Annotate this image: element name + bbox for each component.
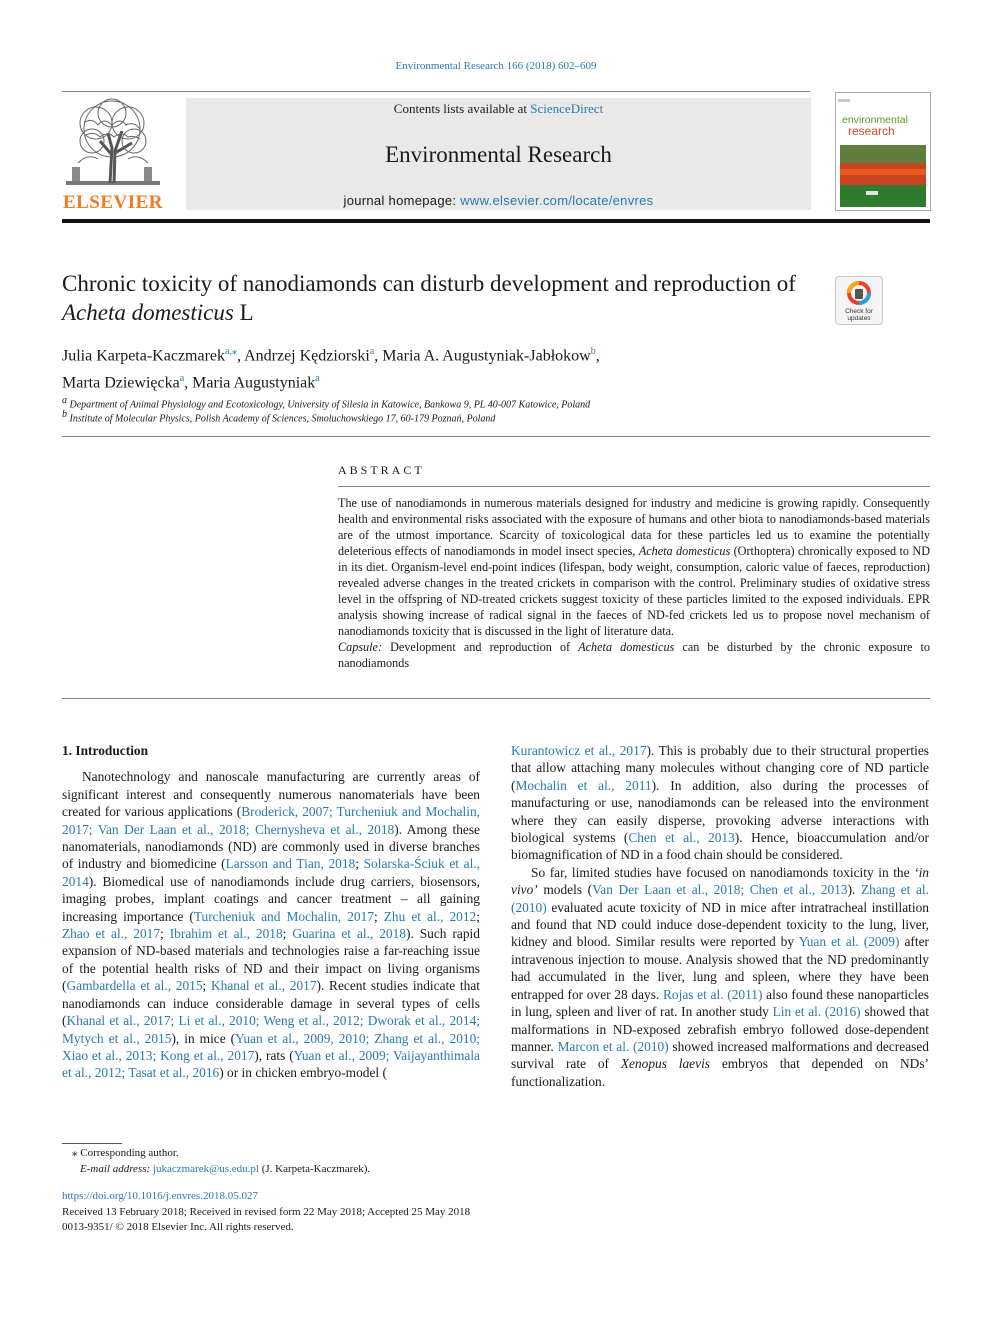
author-name[interactable]: Maria Augustyniak bbox=[192, 374, 316, 392]
email-link[interactable]: jukaczmarek@us.edu.pl bbox=[152, 1162, 259, 1175]
author-affil-mark[interactable]: b bbox=[590, 346, 596, 357]
citation-link[interactable]: Larsson and Tian, 2018 bbox=[225, 856, 356, 872]
abstract-text: The use of nanodiamonds in numerous materials designed for industry and medicine is growing rapidly. Consequently health and environmental risks associated with the exposure of humans and other biota to nanodiamonds-based materials are of the utmost importance. Scarcity of toxicological data for these particles led us to examine the potentially deleterious effects of nanodiamonds in model insect species, bbox=[338, 496, 930, 558]
abstract-body bbox=[338, 495, 930, 671]
body-text: ). Among these nanomaterials, nanodiamonds (ND) are commonly used in diverse branches of industry and biomedicine ( bbox=[62, 821, 481, 872]
body-text: ). Biomedical use of nanodiamonds include drug carriers, biosensors, imaging probes, implant coatings and cancer treatment – all gaining increasing importance ( bbox=[62, 873, 480, 924]
check-for-updates-button[interactable] bbox=[835, 276, 883, 325]
affiliation-b bbox=[62, 409, 495, 424]
body-text: showed increased malformations and decreased survival rate of bbox=[511, 1038, 930, 1072]
body-text: ), rats ( bbox=[254, 1047, 294, 1063]
body-text: embryos that depended on NDs’ functionalization. bbox=[511, 1056, 929, 1089]
homepage-line bbox=[186, 193, 811, 208]
body-text: ; bbox=[282, 926, 293, 942]
intro-paragraph-1-cont bbox=[511, 742, 929, 864]
body-text: ). Recent studies indicate that nanodiamonds can induce considerable damage in several types of cells ( bbox=[62, 978, 480, 1029]
body-text: Nanotechnology and nanoscale manufacturing are currently areas of significant interest and consequently numerous nanomaterials have been created for various applications ( bbox=[62, 769, 480, 820]
body-text: So far, limited studies have focused on nanodiamonds toxicity in the bbox=[531, 864, 915, 880]
capsule-text: Development and reproduction of bbox=[382, 640, 579, 654]
citation-link[interactable]: Yuan et al., 2009; Vaijayanthimala et al., 2012; Tasat et al., 2016 bbox=[62, 1047, 481, 1081]
italic-text: Xenopus laevis bbox=[620, 1056, 710, 1072]
citation-link[interactable]: Khanal et al., 2017 bbox=[210, 978, 317, 994]
body-text: models ( bbox=[537, 882, 593, 898]
badge-line-2: updates bbox=[847, 315, 871, 322]
author-name[interactable]: Julia Karpeta-Kaczmarek bbox=[62, 347, 226, 365]
journal-title: Environmental Research bbox=[385, 142, 612, 167]
body-text: showed that malformations in ND-exposed zebrafish embryo followed dose-dependent manner. bbox=[511, 1004, 930, 1054]
abstract-text-cont: (Orthoptera) chronically exposed to ND in its diet. Organism-level end-point indices (lifespan, body weight, consumption, caloric value of faeces, reproduction) revealed adverse changes in the treated crickets in comparison with the control. Preliminary studies of oxidative stress level in the offspring of ND-treated crickets suggest toxicity of these particles limited to the exposed individuals. EPR analysis showing increase of radical signal in the faeces of ND-fed crickets led us to propose novel mechanism of nanodiamonds toxicity that is discussed in the light of literature data. bbox=[338, 544, 930, 638]
footnote-rule bbox=[62, 1143, 122, 1144]
body-text: ). Such rapid expansion of ND-based materials and technologies raise a far-reaching issue of the potential health risks of ND and their impact on living organisms ( bbox=[62, 926, 480, 994]
intro-paragraph-2 bbox=[511, 864, 929, 1090]
body-text: also found these nanoparticles in lung, spleen and liver of rat. In another study bbox=[511, 986, 929, 1020]
title-suffix: L bbox=[233, 300, 254, 325]
divider bbox=[62, 436, 930, 437]
author-name[interactable]: Maria A. Augustyniak-Jabłokow bbox=[382, 347, 591, 365]
body-text: ). bbox=[847, 882, 861, 898]
capsule-text-cont: can be disturbed by the chronic exposure to nanodiamonds bbox=[338, 640, 930, 670]
section-heading: 1. Introduction bbox=[62, 743, 149, 758]
title-text: Chronic toxicity of nanodiamonds can disturb development and reproduction of bbox=[62, 271, 796, 296]
citation-link[interactable]: Kurantowicz et al., 2017 bbox=[511, 743, 647, 758]
contents-line bbox=[186, 101, 811, 117]
capsule-species: Acheta domesticus bbox=[578, 640, 675, 654]
cover-title-line-2: research bbox=[848, 124, 895, 138]
author-affil-mark[interactable]: a bbox=[315, 373, 320, 385]
affil-text: Department of Animal Physiology and Ecotoxicology, University of Silesia in Katowice, Bankowa 9, PL 40-007 Katowice, Poland bbox=[69, 399, 591, 411]
abstract-heading: ABSTRACT bbox=[338, 463, 425, 477]
author-name[interactable]: Marta Dziewięcka bbox=[62, 374, 180, 392]
citation-link[interactable]: Zhang et al. (2010) bbox=[511, 882, 929, 915]
citation-link[interactable]: Marcon et al. (2010) bbox=[557, 1038, 669, 1054]
body-text: ) or in chicken embryo-model ( bbox=[219, 1065, 387, 1081]
body-column-left bbox=[62, 742, 480, 1082]
intro-paragraph-1 bbox=[62, 768, 480, 1081]
corresponding-note: ⁎ Corresponding author. bbox=[72, 1147, 179, 1159]
citation-link[interactable]: Yuan et al., 2009, 2010; Zhang et al., 2010; Xiao et al., 2013; Kong et al., 2017 bbox=[62, 1030, 480, 1063]
citation-link[interactable]: Chen et al., 2013 bbox=[628, 830, 735, 846]
author-list: Julia Karpeta-Kaczmarek$^{a,⁎}$, Andrzej Kędziorski$^a$, Maria A. Augustyniak-Jabłokow$^b$, Marta Dziewięcka$^a$, Maria Augustyniak$^a$ bbox=[62, 346, 600, 392]
header-bottom-rule bbox=[62, 219, 930, 223]
email-label: E-mail address: bbox=[80, 1162, 151, 1175]
citation-link[interactable]: Solarska-Ściuk et al., 2014 bbox=[62, 856, 480, 889]
citation-link[interactable]: Turcheniuk and Mochalin, 2017 bbox=[193, 908, 374, 924]
citation-link[interactable]: Gambardella et al., 2015 bbox=[66, 978, 203, 994]
affil-marker: b bbox=[62, 409, 67, 420]
citation-link[interactable]: Rojas et al. (2011) bbox=[662, 986, 763, 1002]
body-text: evaluated acute toxicity of ND in mice after intratracheal instillation and found that ND could induce dose-dependent toxicity to the lung, liver, kidney and blood. Similar results were reported by bbox=[511, 899, 929, 950]
author-name[interactable]: Andrzej Kędziorski bbox=[244, 347, 370, 365]
body-text: ; bbox=[355, 856, 364, 872]
citation-link[interactable]: Guarina et al., 2018 bbox=[292, 926, 406, 942]
citation-link[interactable]: Ibrahim et al., 2018 bbox=[169, 926, 283, 942]
body-text: ; bbox=[373, 908, 384, 924]
body-column-right bbox=[511, 742, 929, 1090]
check-for-updates-icon bbox=[836, 277, 882, 324]
affil-marker: a bbox=[62, 395, 67, 406]
body-text: ). Hence, bioaccumulation and/or biomagnification of ND in a food chain should be considered. bbox=[511, 830, 929, 863]
divider bbox=[62, 698, 930, 699]
author-affil-mark[interactable]: a bbox=[179, 373, 185, 385]
citation-link[interactable]: Broderick, 2007; Turcheniuk and Mochalin, 2017; Van Der Laan et al., 2018; Chernysheva et al., 2018 bbox=[62, 804, 480, 837]
citation-link[interactable]: Zhu et al., 2012 bbox=[383, 908, 477, 924]
author-affil-mark[interactable]: a,⁎ bbox=[225, 346, 237, 357]
sciencedirect-link[interactable]: ScienceDirect bbox=[530, 101, 604, 116]
citation-link[interactable]: Lin et al. (2016) bbox=[772, 1004, 861, 1020]
citation-link[interactable]: Khanal et al., 2017; Li et al., 2010; Weng et al., 2012; Dworak et al., 2014; Mytych et al., 2015 bbox=[62, 1013, 480, 1046]
header-top-rule bbox=[62, 91, 810, 92]
article-title bbox=[62, 269, 802, 327]
journal-cover-art-icon bbox=[836, 93, 930, 210]
email-suffix: (J. Karpeta-Kaczmarek). bbox=[261, 1162, 371, 1175]
affil-text: Institute of Molecular Physics, Polish Academy of Sciences, Smoluchowskiego 17, 60-179 Poznań, Poland bbox=[69, 413, 496, 425]
doi-link[interactable]: https://doi.org/10.1016/j.envres.2018.05.027 bbox=[62, 1190, 258, 1202]
citation-link[interactable]: Mochalin et al., 2011 bbox=[515, 777, 652, 793]
cover-title-line-1: environmental bbox=[842, 114, 908, 126]
footnotes bbox=[62, 1146, 662, 1236]
body-text: ; bbox=[202, 978, 211, 994]
body-text: after intravenous injection to mouse. Analysis showed that the ND predominantly had accumulated in the liver, lung and spleen, where they have been entrapped for over 28 days. bbox=[511, 934, 929, 1002]
body-text: ; bbox=[160, 926, 170, 942]
contents-prefix: Contents lists available at bbox=[393, 101, 528, 116]
body-text: ; bbox=[476, 908, 480, 924]
journal-citation-link[interactable]: Environmental Research 166 (2018) 602–609 bbox=[395, 60, 597, 72]
author-affil-mark[interactable]: a bbox=[369, 346, 375, 357]
abstract-species: Acheta domesticus bbox=[638, 544, 731, 558]
copyright: 0013-9351/ © 2018 Elsevier Inc. All rights reserved. bbox=[62, 1221, 294, 1233]
journal-homepage-link[interactable]: www.elsevier.com/locate/envres bbox=[460, 193, 654, 208]
body-text: ), in mice ( bbox=[171, 1030, 236, 1046]
citation-link[interactable]: Yuan et al. (2009) bbox=[798, 934, 900, 950]
body-text: ). This is probably due to their structural properties that allow attaching many molecules without changing core of ND particle ( bbox=[511, 743, 929, 793]
title-species: Acheta domesticus bbox=[62, 300, 234, 325]
received-dates: Received 13 February 2018; Received in revised form 22 May 2018; Accepted 25 May 2018 bbox=[62, 1205, 471, 1218]
citation-link[interactable]: Van Der Laan et al., 2018; Chen et al., 2013 bbox=[592, 882, 848, 898]
citation-link[interactable]: Zhao et al., 2017 bbox=[62, 926, 161, 942]
journal-cover-image bbox=[835, 92, 931, 211]
publisher-wordmark: ELSEVIER bbox=[62, 192, 164, 213]
italic-text: ‘in vivo’ bbox=[511, 864, 929, 898]
email-line bbox=[62, 1162, 662, 1178]
body-text: ). In addition, also during the processes of manufacturing or use, nanodiamonds can be released into the environment where they can easily disperse, provoking adverse interactions with biological systems ( bbox=[511, 777, 929, 846]
capsule-label: Capsule: bbox=[338, 640, 383, 654]
abstract-divider bbox=[338, 486, 930, 487]
homepage-prefix: journal homepage: bbox=[343, 193, 457, 208]
badge-line-1: Check for bbox=[845, 308, 873, 315]
